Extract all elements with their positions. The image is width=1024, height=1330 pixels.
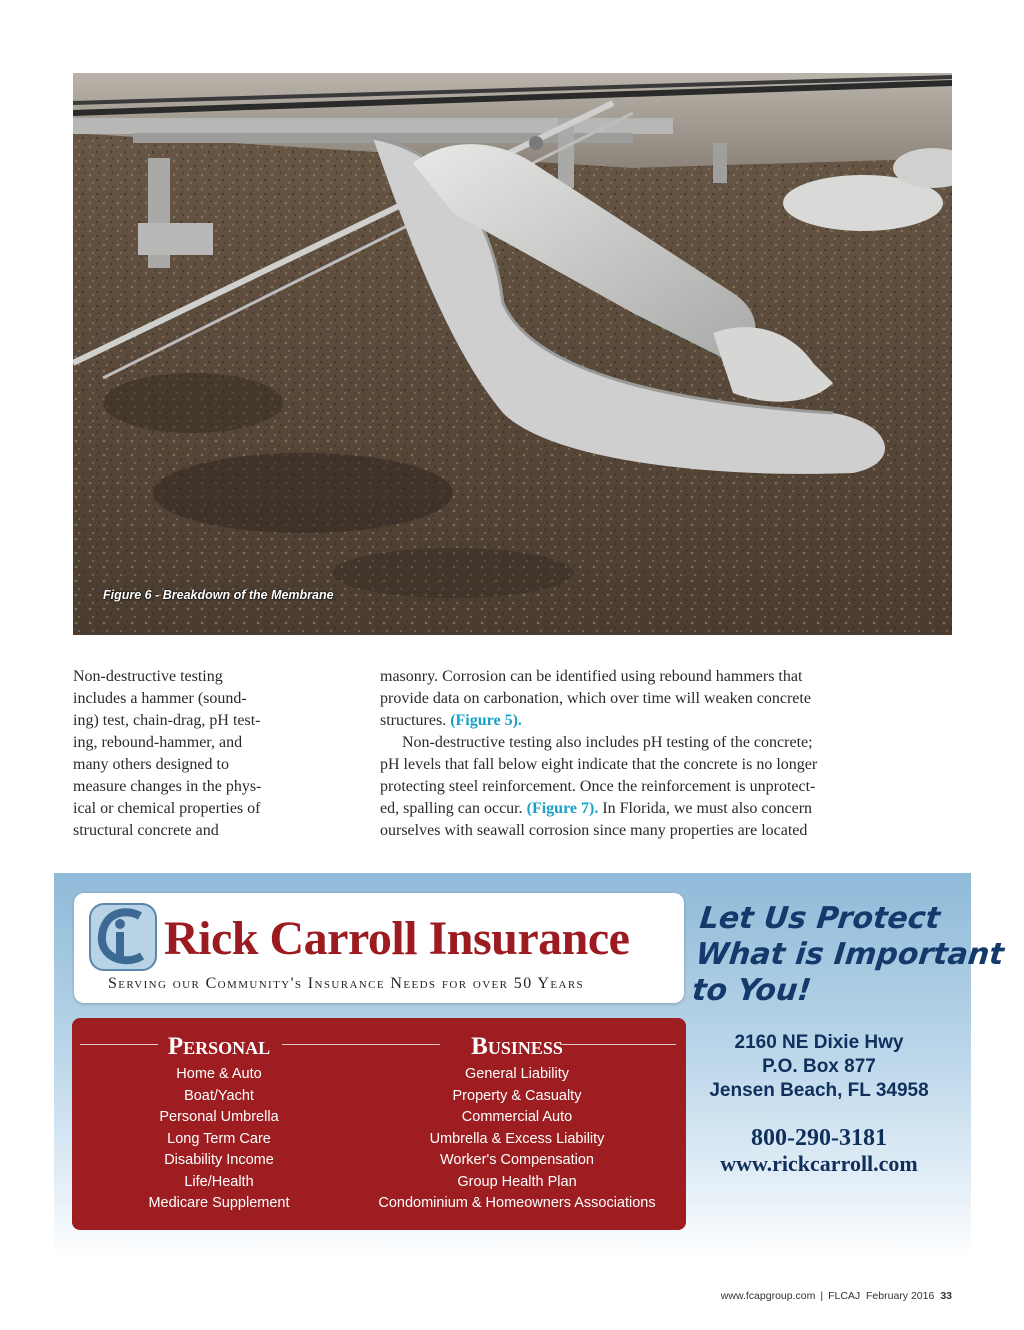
text-line: ing, rebound-hammer, and	[73, 734, 243, 751]
service-item: Disability Income	[164, 1152, 274, 1168]
article-column-left	[73, 666, 323, 842]
service-item: Personal Umbrella	[159, 1109, 279, 1125]
text-line: ourselves with seawall corrosion since many properties are located	[380, 822, 808, 839]
text-line: protecting steel reinforcement. Once the reinforcement is unprotect-	[380, 778, 816, 795]
page-footer	[721, 1290, 952, 1302]
text-line	[380, 798, 960, 820]
service-item: Boat/Yacht	[184, 1087, 254, 1104]
text-line: ing) test, chain-drag, pH test-	[73, 712, 261, 729]
service-item: Property & Casualty	[452, 1087, 582, 1104]
website-link[interactable]: www.rickcarroll.com	[720, 1151, 918, 1176]
insurance-advertisement	[54, 873, 1006, 1258]
text-line: Non-destructive testing also includes pH testing of the concrete;	[402, 734, 813, 751]
business-heading: Business	[471, 1033, 563, 1060]
service-item: Life/Health	[184, 1173, 254, 1190]
text-line: Non-destructive testing	[73, 668, 223, 685]
slogan-line: What is Important	[694, 937, 1006, 972]
address-line: 2160 NE Dixie Hwy	[734, 1032, 904, 1053]
footer-separator: |	[820, 1290, 824, 1302]
figure-caption: Figure 6 - Breakdown of the Membrane	[103, 588, 334, 602]
text-segment: structures.	[380, 712, 451, 729]
text-line: measure changes in the phys-	[73, 778, 262, 795]
text-line: ical or chemical properties of	[73, 800, 261, 817]
text-line: many others designed to	[73, 756, 229, 773]
company-tagline: Serving our Community's Insurance Needs for over 50 Years	[108, 975, 585, 992]
service-item: General Liability	[465, 1066, 569, 1082]
address-line: P.O. Box 877	[762, 1056, 876, 1077]
service-item: Group Health Plan	[457, 1173, 577, 1190]
text-line: includes a hammer (sound-	[73, 690, 247, 707]
article-column-right	[380, 666, 960, 842]
footer-issue: February 2016	[866, 1290, 935, 1302]
text-line	[380, 710, 960, 732]
contact-info	[684, 1031, 954, 1177]
personal-heading: Personal	[167, 1033, 271, 1060]
company-logo-icon	[88, 902, 158, 972]
service-item: Medicare Supplement	[148, 1195, 290, 1211]
company-name: Rick Carroll Insurance	[164, 912, 630, 965]
figure-7-link[interactable]: (Figure 7).	[526, 800, 599, 817]
text-line: pH levels that fall below eight indicate that the concrete is no longer	[380, 756, 818, 773]
text-line: structural concrete and	[73, 822, 219, 839]
personal-services	[84, 1032, 354, 1215]
business-services	[352, 1032, 682, 1215]
slogan-line: to You!	[690, 973, 814, 1008]
logo-panel	[74, 893, 684, 1003]
phone-number[interactable]: 800-290-3181	[751, 1125, 887, 1151]
figure-6-photo	[73, 73, 952, 635]
footer-site-link[interactable]: www.fcapgroup.com	[720, 1290, 816, 1302]
service-item: Long Term Care	[167, 1130, 271, 1147]
service-item: Condominium & Homeowners Associations	[378, 1195, 656, 1211]
roof-membrane-image	[73, 73, 952, 635]
address-line: Jensen Beach, FL 34958	[709, 1080, 929, 1101]
page-number: 33	[940, 1290, 952, 1302]
service-item: Umbrella & Excess Liability	[429, 1130, 605, 1147]
slogan-line: Let Us Protect	[697, 901, 942, 936]
service-item: Worker's Compensation	[439, 1152, 594, 1168]
text-line: provide data on carbonation, which over time will weaken concrete	[380, 690, 811, 707]
figure-5-link[interactable]: (Figure 5).	[450, 712, 522, 729]
services-panel	[72, 1018, 686, 1230]
service-item: Home & Auto	[176, 1066, 262, 1082]
text-segment: In Florida, we must also concern	[598, 800, 813, 817]
footer-publication: FLCAJ	[828, 1290, 861, 1302]
text-segment: ed, spalling can occur.	[380, 800, 527, 817]
ad-slogan	[690, 901, 1006, 1009]
text-line: masonry. Corrosion can be identified using rebound hammers that	[380, 668, 803, 685]
service-item: Commercial Auto	[461, 1109, 573, 1125]
